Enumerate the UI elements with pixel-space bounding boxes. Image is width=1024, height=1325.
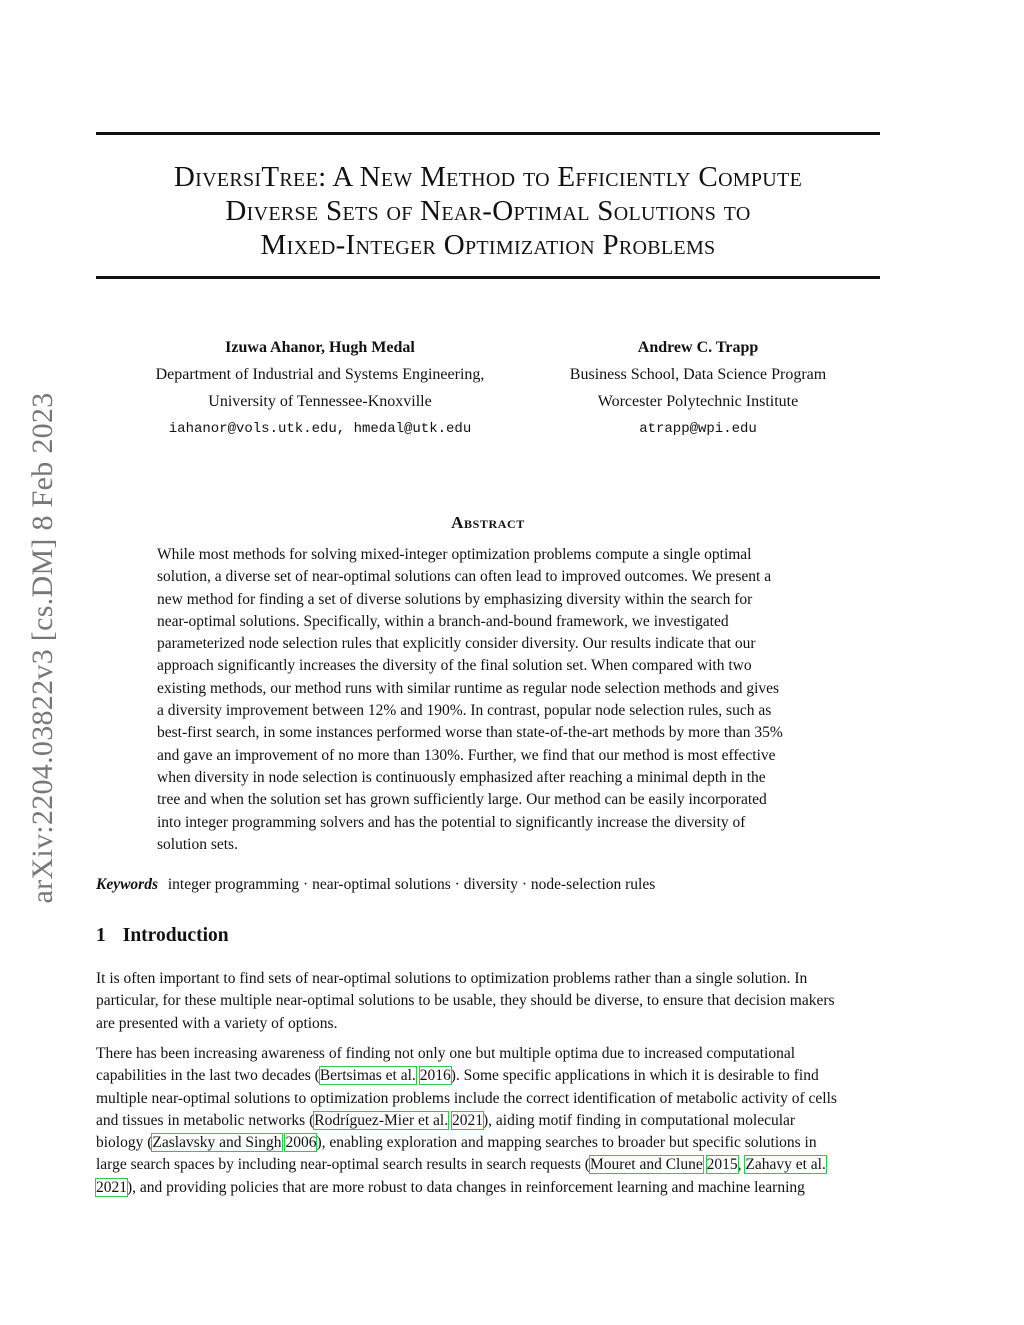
author-institution: Worcester Polytechnic Institute: [597, 393, 799, 410]
text-run: ), and providing policies that are more robust to data changes in reinforcement learning and machine learning: [127, 1178, 805, 1196]
author-institution: University of Tennessee-Knoxville: [208, 393, 432, 410]
citation-link[interactable]: Rodríguez-Mier et al.: [314, 1111, 449, 1129]
section-title: Introduction: [122, 925, 229, 946]
section-number: 1: [96, 925, 106, 946]
abstract-line: existing methods, our method runs with similar runtime as regular node selection methods and gives: [157, 679, 780, 697]
paragraph-line: [96, 1065, 896, 1087]
text-run: ), aiding motif finding in computational molecular: [482, 1111, 796, 1129]
paragraph-line: multiple near-optimal solutions to optimization problems include the correct identification of metabolic activity of cells: [96, 1089, 837, 1107]
section-heading-introduction: [96, 924, 229, 948]
abstract-line: new method for finding a set of diverse solutions by emphasizing diversity within the search for: [157, 590, 753, 608]
paragraph-line: [96, 1154, 896, 1176]
abstract-line: when diversity in node selection is continuously emphasized after reaching a minimal depth in the: [157, 768, 766, 786]
paragraph-line: There has been increasing awareness of finding not only one but multiple optima due to increased computational: [96, 1045, 796, 1062]
abstract-line: While most methods for solving mixed-integer optimization problems compute a single optimal: [157, 546, 752, 563]
citation-link[interactable]: 2021: [96, 1178, 127, 1196]
text-run: and tissues in metabolic networks (: [96, 1111, 315, 1129]
author-block-2: [540, 338, 856, 439]
citation-link[interactable]: Zaslavsky and Singh: [152, 1134, 282, 1152]
abstract-heading: Abstract: [451, 513, 525, 532]
citation-link[interactable]: Bertsimas et al.: [319, 1067, 416, 1085]
paragraph-line: are presented with a variety of options.: [96, 1014, 338, 1032]
abstract-line: near-optimal solutions. Specifically, within a branch-and-bound framework, we investigated: [157, 612, 729, 630]
author-department: Department of Industrial and Systems Engineering,: [155, 366, 485, 383]
abstract-line: best-first search, in some instances performed worse than state-of-the-art methods by more than 35%: [157, 724, 783, 742]
paragraph-line: [96, 1132, 896, 1154]
abstract-line: solution, a diverse set of near-optimal solutions can often lead to improved outcomes. We present a: [157, 568, 772, 586]
author-email[interactable]: iahanor@vols.utk.edu, hmedal@utk.edu: [168, 421, 472, 437]
paragraph-line: [96, 1177, 896, 1199]
intro-paragraph-2: [96, 1043, 896, 1199]
arxiv-identifier: arXiv:2204.03822v3 [cs.DM] 8 Feb 2023: [26, 392, 59, 904]
citation-link[interactable]: Zahavy et al.: [745, 1156, 826, 1174]
abstract-line: approach significantly increases the diversity of the final solution set. When compared with two: [157, 657, 752, 675]
paper-title: [96, 160, 880, 262]
abstract-body: [157, 544, 821, 856]
paragraph-line: It is often important to find sets of near-optimal solutions to optimization problems rather than a single solution. In: [96, 970, 808, 987]
author-block-1: [110, 338, 530, 439]
abstract-line: a diversity improvement between 12% and 190%. In contrast, popular node selection rules, such as: [157, 702, 772, 720]
paragraph-line: [96, 1110, 896, 1132]
title-line-1: DiversiTree: A New Method to Efficiently Compute: [173, 161, 803, 193]
abstract-line: tree and when the solution set has grown sufficiently large. Our method can be easily incorporated: [157, 791, 767, 809]
citation-link[interactable]: Mouret and Clune: [589, 1156, 703, 1174]
citation-link[interactable]: 2015: [706, 1156, 738, 1174]
citation-link[interactable]: 2016: [419, 1067, 451, 1085]
title-line-3: Mixed-Integer Optimization Problems: [260, 229, 716, 261]
abstract-line: solution sets.: [157, 835, 238, 853]
text-run: ,: [737, 1156, 746, 1174]
author-names: Andrew C. Trapp: [637, 339, 759, 356]
keywords-text: integer programming · near-optimal solutions · diversity · node-selection rules: [167, 876, 656, 893]
text-run: ). Some specific applications in which it is desirable to find: [450, 1067, 819, 1085]
title-rule-bottom: [96, 276, 880, 279]
author-names: Izuwa Ahanor, Hugh Medal: [225, 339, 415, 356]
intro-paragraph-1: [96, 968, 896, 1035]
text-run: capabilities in the last two decades (: [96, 1067, 320, 1085]
text-run: biology (: [96, 1134, 153, 1152]
title-line-2: Diverse Sets of Near-Optimal Solutions to: [225, 195, 751, 227]
abstract-line: parameterized node selection rules that explicitly consider diversity. Our results indicate that our: [157, 635, 756, 653]
keywords: [96, 874, 655, 896]
text-run: ), enabling exploration and mapping searches to broader but specific solutions in: [316, 1134, 817, 1152]
citation-link[interactable]: 2006: [285, 1134, 317, 1152]
abstract-line: into integer programming solvers and has the potential to significantly increase the diversity of: [157, 813, 746, 831]
text-run: large search spaces by including near-optimal search results in search requests (: [96, 1156, 590, 1174]
paragraph-line: particular, for these multiple near-optimal solutions to be usable, they should be diverse, to ensure that decision makers: [96, 992, 835, 1010]
citation-link[interactable]: 2021: [451, 1111, 483, 1129]
author-email[interactable]: atrapp@wpi.edu: [639, 421, 757, 437]
keywords-label: Keywords: [96, 876, 158, 893]
author-department: Business School, Data Science Program: [569, 366, 827, 383]
title-rule-top: [96, 132, 880, 135]
abstract-line: and gave an improvement of no more than 130%. Further, we find that our method is most effective: [157, 746, 776, 764]
